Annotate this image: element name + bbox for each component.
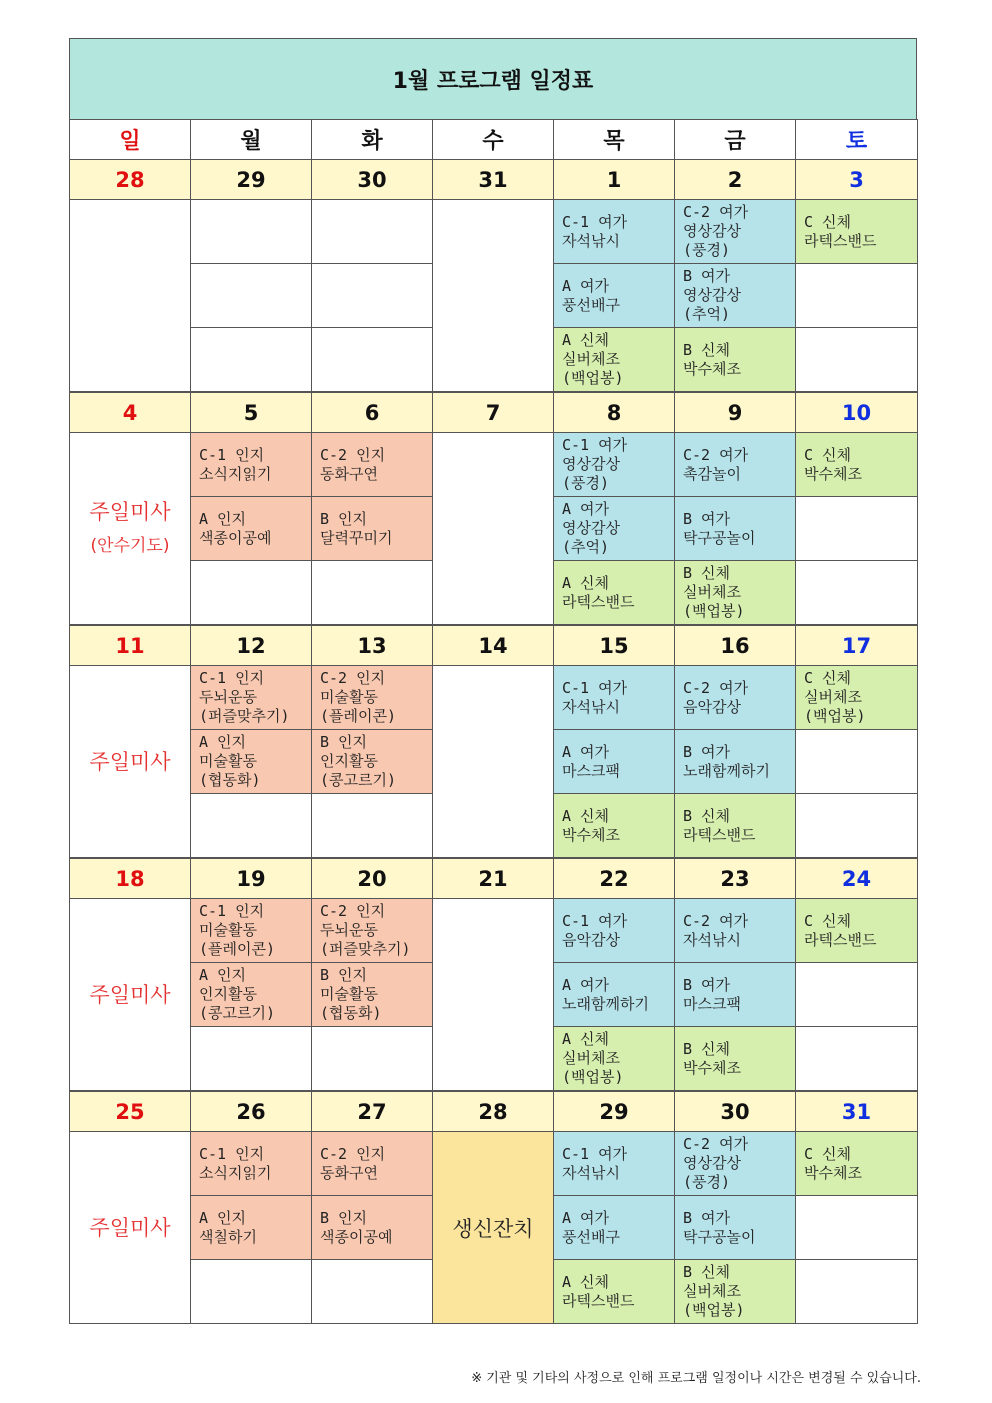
activity-cell[interactable]: C-2 여가 촉감놀이 — [674, 432, 796, 497]
date-cell[interactable]: 12 — [190, 625, 312, 666]
calendar — [69, 38, 917, 1325]
activity-cell[interactable]: B 여가 탁구공놀이 — [674, 1195, 796, 1260]
activity-cell[interactable]: A 신체 실버체조 (백업봉) — [553, 327, 675, 392]
date-cell[interactable]: 21 — [432, 858, 554, 899]
activity-cell[interactable]: C-1 인지 두뇌운동 (퍼즐맞추기) — [190, 665, 312, 730]
empty-cell — [190, 1259, 312, 1324]
empty-cell — [190, 199, 312, 264]
activity-cell[interactable]: A 여가 풍선배구 — [553, 263, 675, 328]
empty-cell — [190, 1026, 312, 1091]
empty-cell — [795, 496, 918, 561]
activity-cell[interactable]: C 신체 라텍스밴드 — [795, 898, 918, 963]
activity-cell[interactable]: C-1 여가 음악감상 — [553, 898, 675, 963]
mass-sublabel: (안수기도) — [90, 535, 170, 556]
date-cell[interactable]: 7 — [432, 392, 554, 433]
activity-cell[interactable]: C 신체 박수체조 — [795, 432, 918, 497]
date-cell[interactable]: 22 — [553, 858, 675, 899]
date-cell[interactable]: 15 — [553, 625, 675, 666]
mass-label: 주일미사 — [89, 1215, 171, 1240]
activity-cell[interactable]: B 여가 탁구공놀이 — [674, 496, 796, 561]
empty-cell — [795, 327, 918, 392]
activity-cell[interactable]: B 신체 박수체조 — [674, 327, 796, 392]
activity-cell[interactable]: A 인지 인지활동 (콩고르기) — [190, 962, 312, 1027]
empty-cell — [190, 327, 312, 392]
date-cell[interactable]: 31 — [795, 1091, 918, 1132]
date-cell[interactable]: 16 — [674, 625, 796, 666]
empty-cell — [311, 793, 433, 858]
activity-cell[interactable]: B 신체 실버체조 (백업봉) — [674, 1259, 796, 1324]
date-cell[interactable]: 20 — [311, 858, 433, 899]
activity-cell[interactable]: C-2 여가 영상감상 (풍경) — [674, 199, 796, 264]
activity-cell[interactable]: C-2 인지 동화구연 — [311, 432, 433, 497]
birthday-event: 생신잔치 — [432, 1131, 554, 1324]
date-cell[interactable]: 2 — [674, 159, 796, 200]
activity-cell[interactable]: C 신체 라텍스밴드 — [795, 199, 918, 264]
date-cell[interactable]: 14 — [432, 625, 554, 666]
weekday-wednesday: 수 — [432, 119, 554, 160]
date-cell[interactable]: 11 — [69, 625, 191, 666]
activity-cell[interactable]: C-2 인지 미술활동 (플레이콘) — [311, 665, 433, 730]
activity-cell[interactable]: C 신체 실버체조 (백업봉) — [795, 665, 918, 730]
activity-cell[interactable]: B 인지 인지활동 (콩고르기) — [311, 729, 433, 794]
empty-cell — [311, 199, 433, 264]
wednesday-block — [432, 432, 554, 625]
date-cell[interactable]: 8 — [553, 392, 675, 433]
activity-cell[interactable]: C-2 여가 영상감상 (풍경) — [674, 1131, 796, 1196]
empty-cell — [190, 263, 312, 328]
weekday-monday: 월 — [190, 119, 312, 160]
footnote: ※ 기관 및 기타의 사정으로 인해 프로그램 일정이나 시간은 변경될 수 있습니다. — [471, 1371, 921, 1386]
empty-cell — [795, 1195, 918, 1260]
activity-cell[interactable]: B 여가 영상감상 (추억) — [674, 263, 796, 328]
date-cell[interactable]: 24 — [795, 858, 918, 899]
empty-cell — [311, 263, 433, 328]
activity-cell[interactable]: B 인지 미술활동 (협동화) — [311, 962, 433, 1027]
activity-cell[interactable]: B 신체 라텍스밴드 — [674, 793, 796, 858]
wednesday-block — [432, 199, 554, 392]
activity-cell[interactable]: C-1 여가 영상감상 (풍경) — [553, 432, 675, 497]
weekday-sunday: 일 — [69, 119, 191, 160]
mass-label: 주일미사 — [89, 982, 171, 1007]
activity-cell[interactable]: B 여가 노래함께하기 — [674, 729, 796, 794]
date-cell[interactable]: 3 — [795, 159, 918, 200]
empty-cell — [795, 263, 918, 328]
activity-cell[interactable]: C-2 인지 동화구연 — [311, 1131, 433, 1196]
weekday-tuesday: 화 — [311, 119, 433, 160]
activity-cell[interactable]: A 인지 미술활동 (협동화) — [190, 729, 312, 794]
activity-cell[interactable]: A 인지 색종이공예 — [190, 496, 312, 561]
activity-cell[interactable]: C-2 여가 음악감상 — [674, 665, 796, 730]
empty-cell — [311, 327, 433, 392]
empty-cell — [311, 1026, 433, 1091]
date-cell[interactable]: 5 — [190, 392, 312, 433]
wednesday-block — [432, 665, 554, 858]
empty-cell — [795, 962, 918, 1027]
activity-cell[interactable]: A 인지 색칠하기 — [190, 1195, 312, 1260]
date-cell[interactable]: 28 — [69, 159, 191, 200]
weekday-thursday: 목 — [553, 119, 675, 160]
empty-cell — [795, 1259, 918, 1324]
weekday-friday: 금 — [674, 119, 796, 160]
activity-cell[interactable]: A 신체 라텍스밴드 — [553, 1259, 675, 1324]
activity-cell[interactable]: A 여가 마스크팩 — [553, 729, 675, 794]
date-cell[interactable]: 19 — [190, 858, 312, 899]
activity-cell[interactable]: A 여가 노래함께하기 — [553, 962, 675, 1027]
empty-cell — [190, 793, 312, 858]
activity-cell[interactable]: C-1 인지 소식지읽기 — [190, 432, 312, 497]
page-title: 1월 프로그램 일정표 — [69, 38, 917, 120]
date-cell[interactable]: 29 — [553, 1091, 675, 1132]
date-cell[interactable]: 10 — [795, 392, 918, 433]
mass-label: 주일미사 — [89, 749, 171, 774]
sunday-event — [69, 1131, 191, 1324]
activity-cell[interactable]: C 신체 박수체조 — [795, 1131, 918, 1196]
empty-cell — [190, 560, 312, 625]
activity-cell[interactable]: C-1 여가 자석낚시 — [553, 665, 675, 730]
date-cell[interactable]: 6 — [311, 392, 433, 433]
date-cell[interactable]: 30 — [311, 159, 433, 200]
activity-cell[interactable]: C-2 인지 두뇌운동 (퍼즐맞추기) — [311, 898, 433, 963]
empty-cell — [311, 560, 433, 625]
activity-cell[interactable]: B 인지 색종이공예 — [311, 1195, 433, 1260]
activity-cell[interactable]: C-1 인지 미술활동 (플레이콘) — [190, 898, 312, 963]
date-cell[interactable]: 31 — [432, 159, 554, 200]
activity-cell[interactable]: C-2 여가 자석낚시 — [674, 898, 796, 963]
activity-cell[interactable]: A 신체 실버체조 (백업봉) — [553, 1026, 675, 1091]
date-cell[interactable]: 18 — [69, 858, 191, 899]
sunday-event — [69, 665, 191, 858]
activity-cell[interactable]: B 여가 마스크팩 — [674, 962, 796, 1027]
empty-cell — [795, 729, 918, 794]
activity-cell[interactable]: C-1 여가 자석낚시 — [553, 199, 675, 264]
sunday-event — [69, 898, 191, 1091]
date-cell[interactable]: 4 — [69, 392, 191, 433]
empty-cell — [795, 793, 918, 858]
date-cell[interactable]: 26 — [190, 1091, 312, 1132]
empty-cell — [795, 1026, 918, 1091]
activity-cell[interactable]: A 신체 박수체조 — [553, 793, 675, 858]
activity-cell[interactable]: A 여가 영상감상 (추억) — [553, 496, 675, 561]
date-cell[interactable]: 23 — [674, 858, 796, 899]
date-cell[interactable]: 28 — [432, 1091, 554, 1132]
date-cell[interactable]: 29 — [190, 159, 312, 200]
empty-cell — [795, 560, 918, 625]
empty-cell — [311, 1259, 433, 1324]
sunday-event — [69, 199, 191, 392]
activity-cell[interactable]: B 신체 박수체조 — [674, 1026, 796, 1091]
date-cell[interactable]: 13 — [311, 625, 433, 666]
activity-cell[interactable]: C-1 인지 소식지읽기 — [190, 1131, 312, 1196]
activity-cell[interactable]: A 신체 라텍스밴드 — [553, 560, 675, 625]
weekday-saturday: 토 — [795, 119, 918, 160]
activity-cell[interactable]: A 여가 풍선배구 — [553, 1195, 675, 1260]
sunday-event — [69, 432, 191, 625]
wednesday-block — [432, 898, 554, 1091]
date-cell[interactable]: 30 — [674, 1091, 796, 1132]
date-cell[interactable]: 9 — [674, 392, 796, 433]
date-cell[interactable]: 25 — [69, 1091, 191, 1132]
mass-label: 주일미사 — [89, 499, 171, 524]
date-cell[interactable]: 27 — [311, 1091, 433, 1132]
activity-cell[interactable]: B 신체 실버체조 (백업봉) — [674, 560, 796, 625]
activity-cell[interactable]: B 인지 달력꾸미기 — [311, 496, 433, 561]
date-cell[interactable]: 17 — [795, 625, 918, 666]
date-cell[interactable]: 1 — [553, 159, 675, 200]
activity-cell[interactable]: C-1 여가 자석낚시 — [553, 1131, 675, 1196]
